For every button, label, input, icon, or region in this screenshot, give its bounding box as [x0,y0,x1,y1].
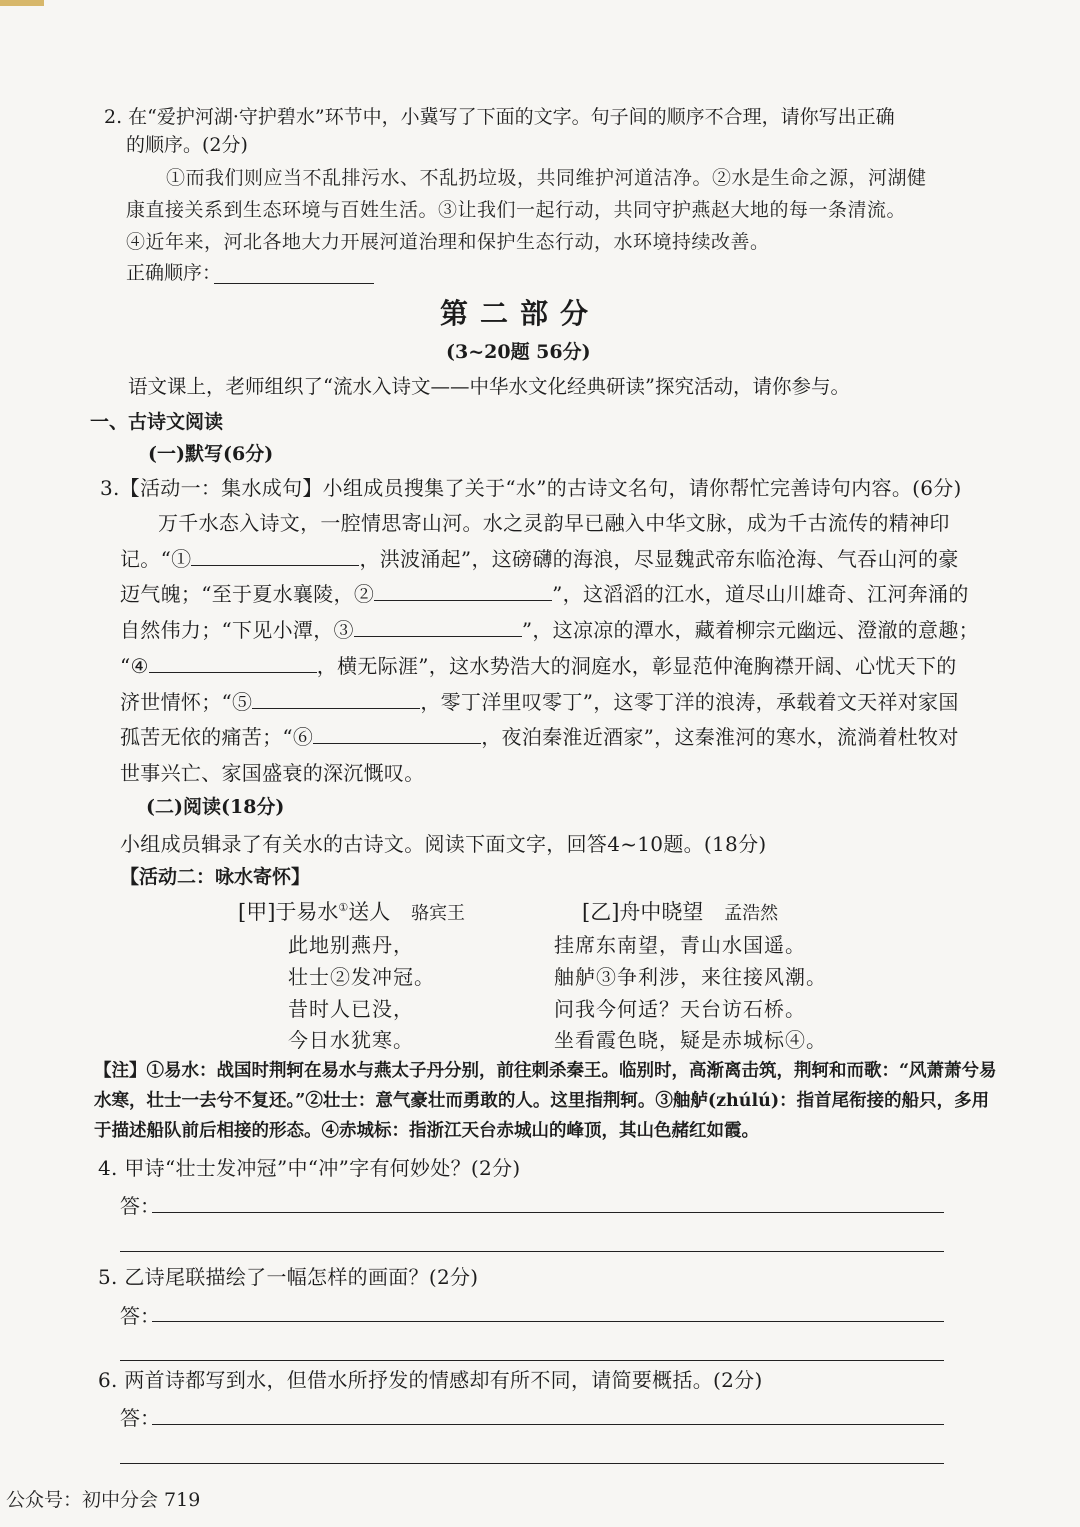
subsection-heading: (二)阅读(18分) [146,796,285,818]
part-title: 第二部分 [440,297,601,330]
footer-watermark: 公众号：初中分会 719 [6,1489,201,1511]
note-marker: ① [338,901,349,914]
poem-b-author: 孟浩然 [724,903,779,924]
q2-stem-line1: 2. 在“爱护河湖·守护碧水”环节中，小冀写了下面的文字。句子间的顺序不合理，请你写出正确 [104,106,895,128]
q3-text: ，零丁洋里叹零丁”，这零丁洋的浪涛，承载着文天祥对家国 [420,690,959,714]
q3-blank-2[interactable] [374,578,552,601]
q3-text: “④ [120,654,149,678]
q3-text: 迈气魄；“至于夏水襄陵，② [120,582,375,606]
q3-blank-4[interactable] [149,650,317,673]
q2-answer-line[interactable] [214,283,374,284]
part-subtitle: (3~20题 56分) [446,341,591,363]
poem-b-line: 问我今何适？天台访石桥。 [554,997,806,1021]
q2-sentence-line: 康直接关系到生态环境与百姓生活。③让我们一起行动，共同守护燕赵大地的每一条清流。 [126,199,907,221]
q3-blank-5[interactable] [252,686,420,709]
q3-text: 记。“① [120,547,192,571]
q5-answer-line[interactable] [152,1321,944,1322]
annotation-line: 【注】①易水：战国时荆轲在易水与燕太子丹分别，前往刺杀秦王。临别时，高渐离击筑，荆轲和而歌：“风萧萧兮易 [94,1061,997,1081]
q3-blank-1[interactable] [191,543,359,566]
poem-a-title-text: 送人 [348,900,391,924]
q3-text: 济世情怀；“⑤ [120,690,253,714]
q3-text-line: 世事兴亡、家国盛衰的深沉慨叹。 [120,761,425,785]
q6-answer-line[interactable] [152,1424,944,1425]
q2-sentence-line: ①而我们则应当不乱排污水、不乱扔垃圾，共同维护河道洁净。②水是生命之源，河湖健 [166,167,927,189]
q3-text-line [120,576,969,613]
q2-order-label: 正确顺序： [126,262,222,284]
q3-text: 自然伟力；“下见小潭，③ [120,618,354,642]
q2-sentence-line: ④近年来，河北各地大力开展河道治理和保护生态行动，水环境持续改善。 [126,231,770,253]
q5-answer-line[interactable] [120,1360,944,1361]
q3-text: ，洪波涌起”，这磅礴的海浪，尽显魏武帝东临沧海、气吞山河的豪 [359,547,959,571]
q6-stem: 6. 两首诗都写到水，但借水所抒发的情感却有所不同，请简要概括。(2分) [98,1368,763,1392]
q5-answer-label: 答： [120,1304,160,1328]
q3-text: ”，这滔滔的江水，道尽山川雄奇、江河奔涌的 [552,582,969,606]
subsection-heading: (一)默写(6分) [148,443,274,465]
poem-a-line: 今日水犹寒。 [288,1028,414,1052]
activity-intro: 语文课上，老师组织了“流水入诗文——中华水文化经典研读”探究活动，请你参与。 [128,375,850,398]
section-heading: 一、古诗文阅读 [90,411,224,433]
poem-b-title [582,896,778,926]
q2-stem-line2: 的顺序。(2分) [126,134,248,156]
poem-b-title-text: [乙]舟中晓望 [582,900,704,924]
q3-blank-3[interactable] [354,614,522,637]
q3-text-line [120,719,959,756]
q3-text: ”，这凉凉的潭水，藏着柳宗元幽远、澄澈的意趣； [521,618,979,642]
q3-text: ，夜泊秦淮近酒家”，这秦淮河的寒水，流淌着杜牧对 [481,725,959,749]
poem-b-line: 挂席东南望，青山水国遥。 [554,933,806,957]
q5-stem: 5. 乙诗尾联描绘了一幅怎样的画面？(2分) [98,1265,479,1289]
poem-a-author: 骆宾王 [410,903,465,924]
q3-text-line [120,684,959,721]
poem-a-title-text: [甲]于易水 [238,900,339,924]
q3-text: 孤苦无依的痛苦；“⑥ [120,725,314,749]
annotation-line: 水寒，壮士一去兮不复还。”②壮士：意气豪壮而勇敢的人。这里指荆轲。③舳舻(zhúlú)：指首尾衔接的船只，多用 [94,1091,990,1111]
q3-stem: 3.【活动一：集水成句】小组成员搜集了关于“水”的古诗文名句，请你帮忙完善诗句内容。(6分) [100,476,962,500]
poem-b-line: 舳舻③争利涉，来往接风潮。 [554,965,827,989]
corner-mark [0,0,44,6]
q6-answer-label: 答： [120,1406,160,1430]
poem-a-title [238,896,465,926]
q3-text-line [120,648,957,685]
q3-text: ，横无际涯”，这水势浩大的洞庭水，彰显范仲淹胸襟开阔、心忧天下的 [316,654,957,678]
q4-stem: 4. 甲诗“壮士发冲冠”中“冲”字有何妙处？(2分) [98,1156,521,1180]
poem-b-line: 坐看霞色晓，疑是赤城标④。 [554,1028,827,1052]
q4-answer-label: 答： [120,1194,160,1218]
poem-a-line: 此地别燕丹， [288,933,414,957]
q3-text-line [120,612,979,649]
q3-text-line: 万千水态入诗文，一腔情思寄山河。水之灵韵早已融入中华文脉，成为千古流传的精神印 [158,511,950,535]
annotation-line: 于描述船队前后相接的形态。④赤城标：指浙江天台赤城山的峰顶，其山色赭红如霞。 [94,1121,759,1141]
reading-intro: 小组成员辑录了有关水的古诗文。阅读下面文字，回答4~10题。(18分) [120,832,767,856]
activity-heading: 【活动二：咏水寄怀】 [120,866,311,888]
q4-answer-line[interactable] [152,1212,944,1213]
q3-text-line [120,541,959,578]
poem-a-line: 壮士②发冲冠。 [288,965,435,989]
q6-answer-line[interactable] [120,1463,944,1464]
q3-blank-6[interactable] [313,721,481,744]
poem-a-line: 昔时人已没， [288,997,414,1021]
q4-answer-line[interactable] [120,1251,944,1252]
